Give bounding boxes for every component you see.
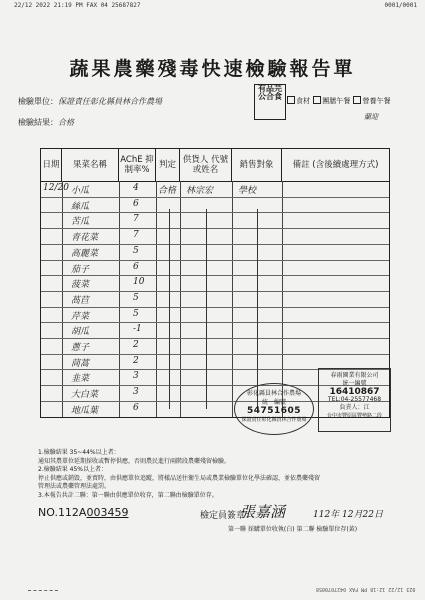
stamp-rect: [318, 368, 391, 432]
row-divider: [41, 354, 389, 355]
page-title: 蔬果農藥殘毒快速檢驗報告單: [69, 58, 356, 80]
stamp-round-top: 彰化縣員林合作農場: [246, 390, 301, 397]
cell-name: 小瓜: [71, 186, 90, 196]
table-header: [41, 149, 389, 182]
result-label: 檢驗結果：: [18, 118, 58, 127]
cell-name: 韭菜: [71, 374, 90, 385]
note-line: 通知其農單位延期採收或暫停供應，否則農民進行兩階段農藥殘留檢驗。: [38, 457, 231, 465]
cell-name: 高麗菜: [71, 248, 99, 259]
cell-name: 苦瓜: [71, 217, 90, 228]
bottom-fax-line: 023 12/22 12:18 PM FAX 0427070058: [315, 586, 415, 592]
cell-rate: 5: [133, 292, 139, 303]
stamp-small: 蘭迎: [364, 113, 378, 121]
cell-rate: 2: [133, 355, 139, 366]
stamp-rect-number: 16410867: [329, 387, 380, 397]
report-number-label: NO.112A: [38, 506, 87, 519]
cell-rate: 3: [133, 387, 139, 398]
check-label-2: 營養午餐: [362, 97, 391, 105]
cell-rate: -1: [133, 324, 142, 335]
header-supplier: 供貨人 代號或姓名: [180, 149, 232, 181]
unit-info: [18, 96, 162, 138]
cell-supplier: 林宗宏: [186, 186, 214, 196]
header-rate: AChE 抑制率%: [119, 149, 156, 181]
copies-note: 第一聯 採購單位收執(白) 第二聯 檢驗單位存(黃): [228, 526, 358, 533]
fax-header-right: 0001/0001: [384, 2, 417, 9]
cell-rate: 7: [133, 230, 139, 241]
cell-name: 茄子: [71, 264, 90, 275]
row-divider: [41, 307, 389, 308]
result-value: 合格: [58, 118, 74, 127]
cell-name: 萵苣: [71, 295, 90, 306]
ditto-stroke: [257, 209, 258, 409]
signer-label: 檢定員簽章：: [200, 511, 255, 521]
cell-name: 大白菜: [71, 390, 99, 401]
row-divider: [41, 228, 389, 229]
row-divider: [41, 212, 389, 213]
row-divider: [41, 260, 389, 261]
report-number: [38, 506, 128, 519]
checkbox-icon: [287, 96, 295, 104]
cell-rate: 6: [133, 402, 139, 413]
row-divider: [41, 291, 389, 292]
note-line: 3.本報告共計二聯：第一聯由供應單位收存，第二聯由檢驗單位存。: [38, 491, 218, 499]
cell-name: 青花菜: [71, 233, 99, 244]
cell-rate: 7: [133, 214, 139, 225]
row-divider: [41, 338, 389, 339]
ditto-stroke: [169, 209, 170, 409]
stamp-round-bottom: 保證責任彰化縣員林合作農場: [241, 417, 307, 423]
stamp-rect-rep: 負責人：江: [339, 404, 370, 411]
check-label-1: 團膳午餐: [322, 97, 351, 105]
row-divider: [41, 197, 389, 198]
fax-header: [14, 2, 417, 9]
header-judge: 判定: [156, 149, 180, 181]
note-line: 管理法或農藥管理法處罰。: [38, 483, 111, 490]
ditto-stroke: [206, 209, 207, 409]
header-buyer: 銷售對象: [232, 149, 282, 181]
note-line: 停止供應或銷毀，並賣時，由供應單位追蹤，將樣品送往衛生局或農業檢驗單位化學法確認，並依農藥殘留: [38, 474, 321, 482]
cell-rate: 4: [133, 183, 139, 193]
cell-name: 茼蒿: [71, 358, 90, 369]
row-divider: [41, 322, 389, 323]
unit-label: 檢驗單位：: [18, 97, 58, 106]
cell-buyer: 學校: [238, 186, 257, 196]
cell-name: 蔥子: [71, 343, 90, 353]
stamp-rect-mid: 統一編號: [342, 380, 367, 387]
header-date: 日期: [41, 149, 62, 181]
sign-date: 112年 12月22日: [313, 510, 383, 520]
cell-name: 胡瓜: [71, 327, 90, 338]
stamp-rect-addr: 台中市豐原區豐勢路二段: [326, 413, 382, 419]
cell-rate: 6: [133, 198, 139, 209]
divider: [28, 590, 58, 593]
cell-rate: 6: [133, 261, 139, 272]
stamp-round: [234, 383, 314, 435]
meal-type-checks: [286, 96, 390, 106]
note-line: 1.檢驗結果 35~44%以上者：: [38, 449, 120, 456]
stamp-rect-tel: TEL:04-25577468: [327, 396, 382, 403]
cell-name: 菠菜: [71, 280, 90, 291]
stamp-square: 有品芫公合食: [254, 84, 286, 120]
cell-rate: 2: [133, 340, 139, 350]
checkbox-icon: [313, 96, 321, 104]
cell-judge: 合格: [158, 186, 177, 196]
cell-rate: 5: [133, 245, 139, 256]
signature: 張嘉涵: [240, 503, 286, 521]
stamp-rect-top: 春雨園業有限公司: [330, 372, 379, 379]
cell-rate: 5: [133, 308, 139, 319]
fax-header-left: 22/12 2022 21:19 PM FAX 04 25687827: [14, 2, 141, 9]
row-divider: [41, 244, 389, 245]
stamp-round-label: 統一編號: [261, 399, 286, 406]
header-name: 果菜名稱: [62, 149, 119, 181]
cell-name: 芹菜: [71, 311, 90, 322]
check-label-0: 食材: [296, 97, 310, 105]
row-divider: [41, 275, 389, 276]
notes: [38, 449, 383, 500]
header-remarks: 備註 (含後續處理方式): [292, 160, 379, 170]
note-line: 2.檢驗結果 45%以上者：: [38, 466, 107, 473]
cell-rate: 10: [133, 277, 145, 288]
unit-value: 保證責任彰化縣員林合作農場: [58, 97, 162, 106]
stamp-round-number: 54751605: [246, 406, 302, 416]
cell-name: 地瓜葉: [71, 405, 99, 416]
cell-date: 12/20: [43, 183, 69, 193]
cell-rate: 3: [133, 371, 139, 382]
cell-name: 絲瓜: [71, 201, 90, 212]
report-number-value: 003459: [86, 506, 129, 519]
checkbox-icon: [353, 96, 361, 104]
